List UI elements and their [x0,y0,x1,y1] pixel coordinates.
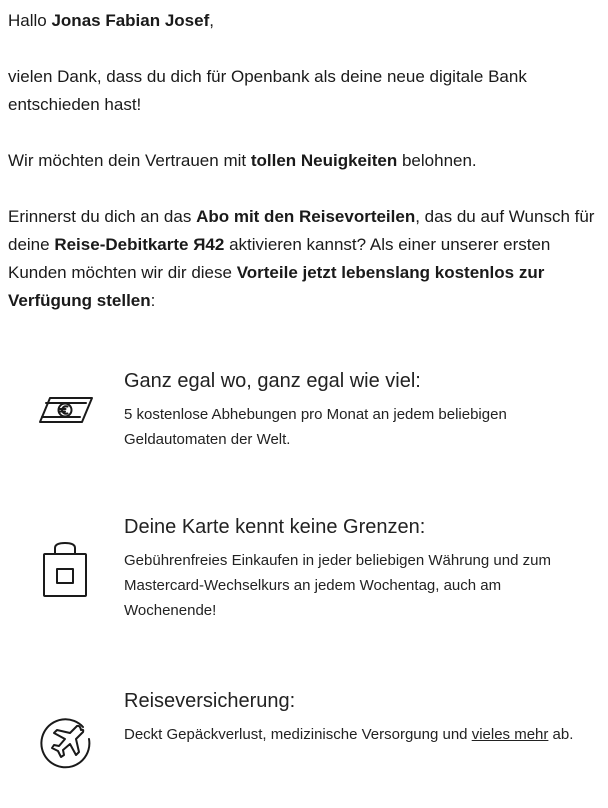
recipient-name: Jonas Fabian Josef [51,11,210,30]
feature-description-end: ab. [548,726,574,743]
reminder-text-3: aktivieren kannst? Als einer unserer ersten Kunden möchten wir dir diese [8,235,551,282]
shopping-bag-icon [36,538,96,598]
reminder-text-2: , das du auf Wunsch für deine [8,207,595,254]
reminder-highlight-benefits: Vorteile jetzt lebenslang kostenlos zur Verfügung stellen [8,263,545,310]
feature-title: Ganz egal wo, ganz egal wie viel: [124,370,421,392]
feature-description: Gebührenfreies Einkaufen in jeder beliebigen Währung und zum Mastercard-Wechselkurs an jedem Wochentag, auch am Wochenende! [124,552,551,619]
reminder-paragraph [8,203,598,315]
greeting [8,7,598,35]
intro-paragraph: vielen Dank, dass du dich für Openbank als deine neue digitale Bank entschieden hast! [8,67,527,114]
feature-description [124,722,574,747]
news-highlight: tollen Neuigkeiten [250,151,398,170]
news-text: Wir möchten dein Vertrauen mit [8,151,251,170]
news-text-end: belohnen. [397,151,477,170]
greeting-prefix: Hallo [8,11,52,30]
reminder-highlight-card: Reise-Debitkarte Я42 [54,235,225,254]
feature-description: 5 kostenlose Abhebungen pro Monat an jedem beliebigen Geldautomaten der Welt. [124,406,507,448]
more-info-link[interactable]: vieles mehr [471,726,549,743]
feature-description-text: Deckt Gepäckverlust, medizinische Versorgung und [124,726,472,743]
feature-title: Deine Karte kennt keine Grenzen: [124,516,426,538]
greeting-suffix: , [209,11,214,30]
reminder-highlight-subscription: Abo mit den Reisevorteilen [196,207,416,226]
euro-banknote-icon [36,384,96,444]
news-paragraph [8,147,598,175]
reminder-text-1: Erinnerst du dich an das [8,207,197,226]
feature-title: Reiseversicherung: [124,690,296,712]
airplane-circle-icon [36,716,96,776]
reminder-text-4: : [150,291,156,310]
